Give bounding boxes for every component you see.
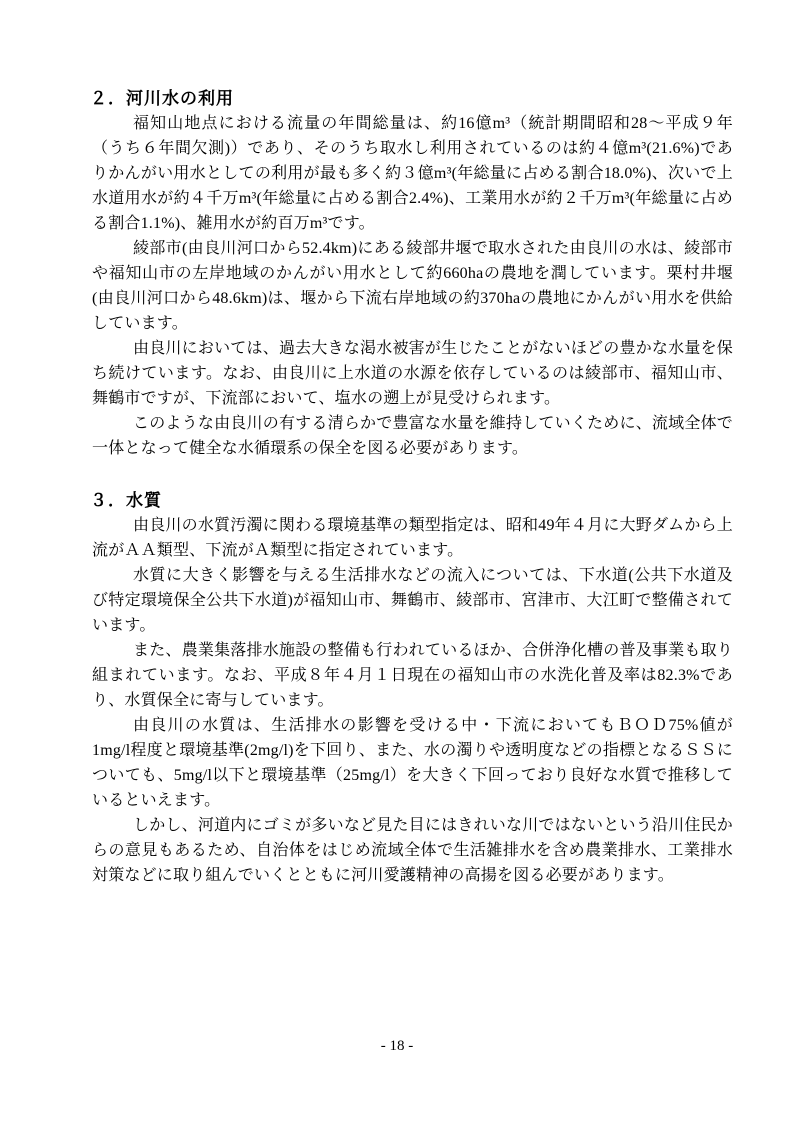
page-footer	[0, 1036, 794, 1056]
section-heading-water-quality: ３．水質	[90, 491, 162, 510]
paragraph-abundant-water-volume: 由良川においては、過去大きな渇水被害が生じたことがないほどの豊かな水量を保ち続けています。なお、由良川に上水道の水源を依存しているのは綾部市、福知山市、舞鶴市ですが、下流部において、塩水の遡上が見受けられます。	[92, 340, 733, 407]
page-number: - 18 -	[380, 1038, 414, 1054]
document-content	[92, 86, 733, 888]
section-heading-river-water-use: ２．河川水の利用	[90, 89, 234, 108]
paragraph-bod-ss-values: 由良川の水質は、生活排水の影響を受ける中・下流においてもＢＯＤ75%値が1mg/l程度と環境基準(2mg/l)を下回り、また、水の濁りや透明度などの指標となるＳＳについても、5mg/l以下と環境基準（25mg/l）を大きく下回っており良好な水質で推移しているといえます。	[92, 717, 733, 809]
paragraph-water-cycle-preservation: このような由良川の有する清らかで豊富な水量を維持していくために、流域全体で一体となって健全な水循環系の保全を図る必要があります。	[92, 415, 733, 457]
paragraph-sewerage-development: 水質に大きく影響を与える生活排水などの流入については、下水道(公共下水道及び特定環境保全公共下水道)が福知山市、舞鶴市、綾部市、宮津市、大江町で整備されています。	[92, 567, 733, 634]
paragraph-river-protection-awareness: しかし、河道内にゴミが多いなど見た目にはきれいな川ではないという沿川住民からの意見もあるため、自治体をはじめ流域全体で生活雑排水を含め農業排水、工業排水対策などに取り組んでいくとともに河川愛護精神の高揚を図る必要があります。	[92, 817, 733, 884]
section-water-quality	[92, 488, 733, 888]
paragraph-annual-flow-volume: 福知山地点における流量の年間総量は、約16億m³（統計期間昭和28～平成９年（うち６年間欠測)）であり、そのうち取水し利用されているのは約４億m³(21.6%)でありかんがい用水としての利用が最も多く約３億m³(年総量に占める割合18.0%)、次いで上水道用水が約４千万m³(年総量に占める割合2.4%)、工業用水が約２千万m³(年総量に占める割合1.1%)、雑用水が約百万m³です。	[92, 115, 733, 232]
section-river-water-use	[92, 86, 733, 461]
paragraph-rural-drainage-septic: また、農業集落排水施設の整備も行われているほか、合併浄化槽の普及事業も取り組まれています。なお、平成８年４月１日現在の福知山市の水洗化普及率は82.3%であり、水質保全に寄与しています。	[92, 642, 733, 709]
paragraph-ayabe-weir-irrigation: 綾部市(由良川河口から52.4km)にある綾部井堰で取水された由良川の水は、綾部市や福知山市の左岸地域のかんがい用水として約660haの農地を潤しています。栗村井堰(由良川河口から48.6km)は、堰から下流右岸地域の約370haの農地にかんがい用水を供給しています。	[92, 240, 733, 332]
paragraph-environmental-standard-classification: 由良川の水質汚濁に関わる環境基準の類型指定は、昭和49年４月に大野ダムから上流がＡＡ類型、下流がＡ類型に指定されています。	[92, 517, 733, 559]
